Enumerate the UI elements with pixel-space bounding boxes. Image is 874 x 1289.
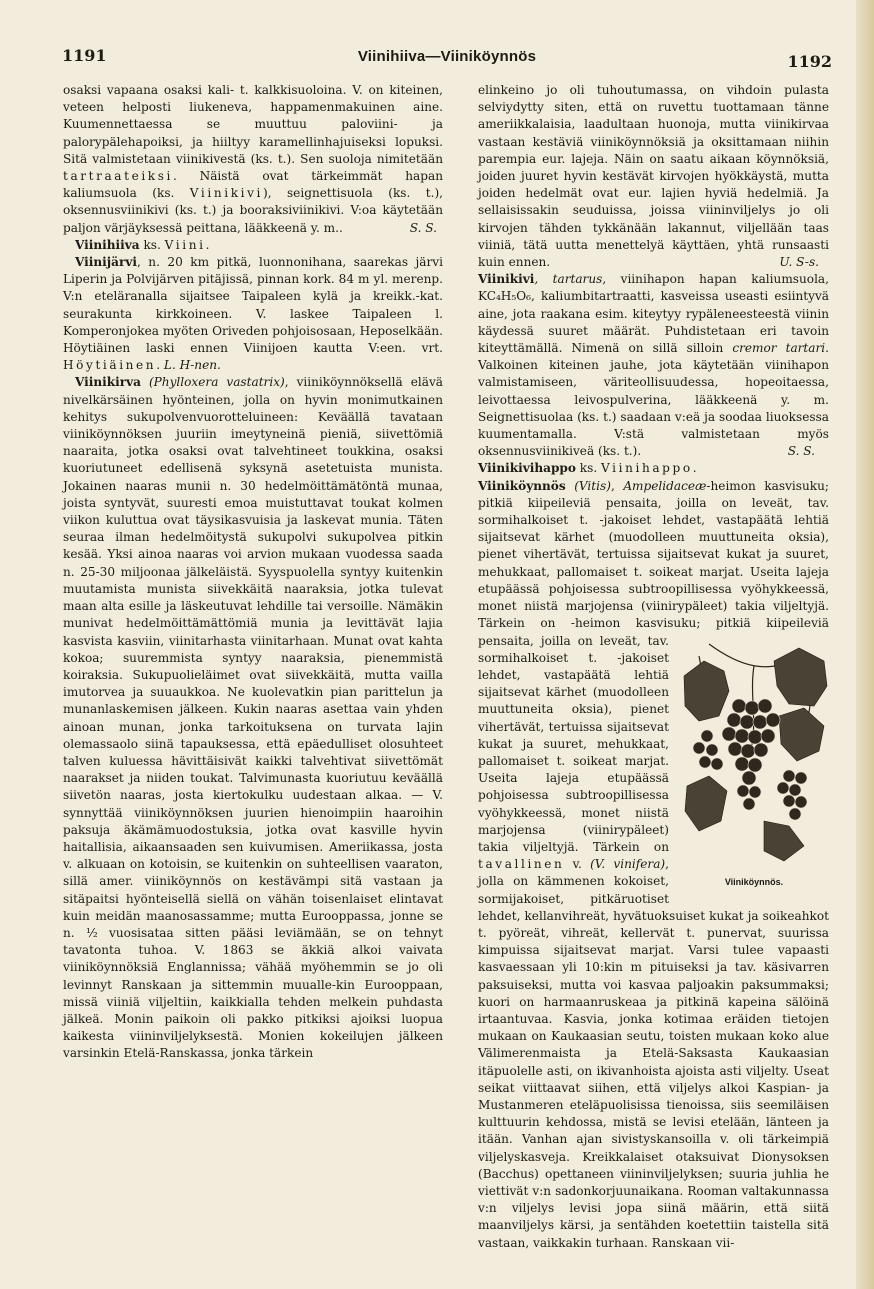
headword: Viiniköynnös	[478, 478, 566, 493]
author-signature: S. S.	[787, 444, 815, 459]
headword: Viinikirva	[75, 375, 141, 390]
right-column	[478, 82, 829, 1252]
page-header	[62, 44, 832, 72]
latin-name: (V. vinifera)	[590, 857, 666, 872]
entry-viinikoynnos	[478, 478, 829, 1252]
latin-name: (Vitis)	[565, 478, 611, 493]
entry-viinihiiva	[63, 237, 443, 254]
entry-continuation	[63, 82, 443, 237]
latin-name: (Phylloxera vastatrix)	[140, 375, 285, 390]
figure-caption: Viiniköynnös.	[724, 877, 784, 888]
author-signature: L. H-nen.	[163, 358, 221, 373]
entry-viinikirva	[63, 374, 443, 1062]
text: v.	[564, 857, 591, 872]
spaced-term: Viinikivi	[189, 186, 264, 201]
text: ks.	[139, 237, 165, 252]
grapevine-illustration	[679, 636, 829, 892]
text: . Valkoinen kiteinen jauhe, jota käytetään viinihapon valmistamiseen, väriteollisuudessa, hopeoitaessa, leivottaessa leivospulverina, lääkkeenä y. m. Seignettisuolaa (ks. t.) saadaan v:eä ja soodaa liuoksessa kuumentamalla. V:stä valmistetaan myös oksennusviinikiveä (ks. t.).	[478, 341, 830, 459]
entry-continuation	[478, 82, 829, 271]
text: .	[205, 237, 210, 252]
text: ), seignettisuola (ks. t.), oksennusviinikivi (ks. t.) ja booraksiviinikivi. V:oa käytetään paljon värjäyksessä peittana, lääkkeenä y. m..	[63, 186, 444, 235]
headword: Viinikivihappo	[478, 461, 576, 476]
text: -heimon kasvisuku; pitkiä kiipeileviä pensaita, joilla on	[478, 616, 829, 648]
spaced-term: Höytiäinen	[63, 358, 157, 373]
grapevine-drawing-icon	[679, 636, 829, 876]
text: ,	[610, 478, 624, 493]
text: , n. 20 km pitkä, luonnonihana, saarekas järvi Liperin ja Polvijärven pitäjissä, pinnan kork. 84 m yl. merenp. V:n eteläranalla sijaitsee Taipaleen kylä ja kreikk.-kat. seurakunta kirkkoineen. V. laskee Taipaleen l. Komperonjokea myöten Oriveden pohjoisosaan, Heposelkään. Höytiäinen laski ennen Viinijoen kautta V:een. vrt.	[63, 255, 443, 356]
text: .	[692, 461, 697, 476]
entry-viinijarvi	[63, 254, 443, 374]
entry-viinikivi	[478, 271, 829, 460]
headword: Viinihiiva	[75, 237, 140, 252]
page-edge	[856, 0, 874, 1289]
text: -heimon kasvisuku; pitkiä kiipeileviä pensaita, joilla on leveät, tav. sormihalkoiset t. -jakoiset lehdet, vastapäätä lehtiä sijaitsevat kärhet (muodolleen muuttuneita oksia), pienet vihertävät, tertuissa sijaitsevat kukat ja suuret, mehukkaat, pallomaiset t. soikeat marjat. Useita lajeja etupäässä pohjoisessa subtroopillisessa vyöhykkeessä, monet niistä marjojensa (viinirypäleet) takia viljeltyjä. Tärkein on	[478, 478, 829, 631]
headword: Viinikivi	[478, 272, 535, 287]
author-signature: S. S.	[409, 220, 437, 235]
spaced-term: Viinihappo	[601, 461, 693, 476]
page-number-right: 1192	[787, 52, 832, 71]
author-signature: U. S-s.	[779, 255, 819, 270]
left-column	[63, 82, 443, 1063]
text: leveät, tav. sormihalkoiset t. -jakoiset lehdet, vastapäätä lehtiä sijaitsevat kärhet (muodolleen muuttuneita oksia), pienet vihertävät, tertuissa sijaitsevat kukat ja suuret, mehukkaat, pallomaiset t. soikeat marjat. Useita lajeja etupäässä pohjoisessa subtroopillisessa vyöhykkeessä, monet niistä marjojensa (viinirypäleet) takia viljeltyjä. Tärkein on	[478, 633, 669, 854]
text: , viiniköynnöksellä elävä nivelkärsäinen hyönteinen, jolla on hyvin monimutkainen kehitys sukupolvenvuorotteluineen: Keväällä tavataan viiniköynnöksen juuriin imeytyneinä pieniä, siivettömiä naaraita, jotka osaksi ovat talvehtineet toukkina, osaksi kuoriutuneet edellisenä syksynä asetetuista munista. Jokainen naaras munii n. 30 hedelmöittämätöntä munaa, joista syntyvät, suuresti emoa muistuttavat toukat kolmen viikon kuluttua ovat täysikasvuisia ja laskevat munia. Täten seuraa ilman hedelmöitystä sukupolvi sukupolvea pitkin kesää. Yksi ainoa naaras voi arvion mukaan vuodessa saada n. 25-30 miljoonaa jälkeläistä. Syyspuolella syntyy kuitenkin muutamista munista siivekkäitä naaraksia, jotka tulevat maan alta esille ja läskeutuvat lehdille tai versoille. Nämäkin munivat hedelmöittämättömiä munia ja levittävät lajia kasvista kasviin, viinitarhasta viinitarhaan. Munat ovat kahta kokoa; suuremmista syntyy naaraksia, pienemmistä koiraksia. Sukupuolieläimet ovat siivekkäitä, mutta vailla imutorvea ja suuaukkoa. Ne kuolevatkin pian parittelun ja munanlaskemisen jälkeen. Kukin naaras asettaa vain yhden ainoan munan, jonka tarkoituksena on turvata lajin olemassaolo siinä tapauksessa, että epäedulliset olosuhteet talven kuluessa hävittäisivät kaikki talvehtivat siivettömät naarakset ja niiden toukat. Talvimunasta kuoriutuu keväällä siivetön naaras, josta kiertokulku uudestaan alkaa. — V. synnyttää viiniköynnöksen juurien hienoimpiin haaroihin paksuja äkämämuodostuksia, jotka ovat kasville hyvin haitallisia, aikaansaaden sen kuivumisen. Ameriikassa, josta v. alkuaan on kotoisin, se kuitenkin on suhteellisen vaaraton, sillä amer. viiniköynnös on kestävämpi sitä vastaan ja sitäpaitsi hyönteisellä siellä on vähän toisenlaiset elintavat kuin meidän maanosassamme; mutta Eurooppassa, jonne se n. ½ vuosisataa sitten pääsi leviämään, se on tehnyt tavatonta tuhoa. V. 1863 se äkkiä alkoi vaivata viiniköynnöksiä Englannissa; vähää myöhemmin se jo oli levinnyt Ranskaan ja sittemmin muualle-kin Eurooppaan, missä viiniä viljeltiin, kaikkialla tehden melkein puhdasta jälkeä. Monin paikoin oli pakko pitkiksi ajoiksi luopua kaikesta viininviljelyksestä. Monien kokeilujen jälkeen varsinkin Etelä-Ranskassa, jonka tärkein	[63, 375, 443, 1061]
text: osaksi vapaana osaksi kali- t. kalkkisuoloina. V. on kiteinen, veteen helposti liukeneva, happamenmakuinen aine. Kuumennettaessa se muuttuu paloviini- ja palorypälehapoiksi, ja hiiltyy karamellinhajuiseksi lopuksi. Sitä valmistetaan viinikivestä (ks. t.). Sen suoloja nimitetään	[63, 83, 443, 166]
latin-name: , tartarus	[534, 272, 603, 287]
latin-name: Ampelidaceæ	[623, 478, 707, 493]
text: .	[156, 358, 161, 373]
text: , viinihapon hapan kaliumsuola, KC₄H₅O₆, kaliumbitartraatti, kasveissa useasti esiintyvä aine, jota raakana esim. kiteytyy rypäleneesteestä viinin käydessä suuret määrät. Puhdistetaan eri tavoin kiteyttämällä. Nimenä on sillä silloin	[478, 272, 829, 356]
entry-viinikivihappo	[478, 460, 829, 477]
headword: Viinijärvi	[75, 255, 137, 270]
spaced-term: Viini	[164, 237, 206, 252]
latin-name: cremor tartari	[732, 341, 826, 356]
text: . Näistä ovat tärkeimmät hapan kaliumsuola (ks.	[63, 169, 443, 201]
page-number-left: 1191	[62, 46, 107, 65]
spaced-term: tartraateiksi	[63, 169, 173, 184]
running-title: Viinihiiva—Viiniköynnös	[357, 48, 537, 65]
spaced-term: tavallinen	[478, 857, 565, 872]
text: elinkeino jo oli tuhoutumassa, on vihdoin pulasta selviydytty siten, että on ruvettu tuottamaan tänne ameriikkalaisia, laadultaan huonoja, mutta viinikirvaa vastaan kestäviä viiniköynnöksiä ja oksittamaan niihin parempia eur. lajeja. Näin on saatu aikaan köynnöksiä, joiden juuret hyvin kestävät kirvojen hyökkäystä, mutta joiden hedelmät ovat eur. lajien hyviä hedelmiä. Ja sellaisissakin seuduissa, joissa viininviljelys jo oli kirvojen tähden tykkänään lakannut, viljellään taas viiniä, tätä uutta menettelyä käyttäen, yhtä runsaasti kuin ennen.	[478, 83, 829, 270]
text: , jolla on kämmenen kokoiset, sormijakoiset, pitkäruotiset lehdet, kellanvihreät, hyvätuoksuiset kukat ja soikeahkot t. pyöreät, vihreät, kellervät t. punervat, suurissa kimpuissa sijaitsevat marjat. Varsi tulee vapaasti kasvaessaan yli 10:kin m pituiseksi ja tav. käsivarren paksuiseksi, mutta voi kasvaa paljoakin paksummaksi; kuori on harmaanruskeaa ja pitkinä kapeina sälöinä irtaantuvaa. Kasvia, jonka kotimaa eräiden tietojen mukaan on Kaukaasian seutu, toisten mukaan koko alue Välimerenmaista ja Etelä-Saksasta Kaukaasian itäpuolelle asti, on ikivanhoista ajoista asti viljelty. Useat seikat viittaavat siihen, että viljelys alkoi Kaspian- ja Mustanmeren eteläpuolisissa tienoissa, siis seemiläisen kulttuurin kehdossa, mistä se levisi etelään, länteen ja itään. Vanhan ajan sivistyskansoilla v. oli tärkeimpiä viljelyskasveja. Kreikkalaiset otaksuivat Dionysoksen (Bacchus) opettaneen viininviljelyksen; suuria juhlia he viettivät v:n sadonkorjuunaikana. Rooman valtakunnassa v:n viljelys levisi jopa siinä määrin, että siitä maanviljelys kärsi, ja sentähden koetettiin taistella sitä vastaan, vaikkakin turhaan. Ranskaan vii-	[478, 857, 829, 1250]
text: ks.	[575, 461, 602, 476]
